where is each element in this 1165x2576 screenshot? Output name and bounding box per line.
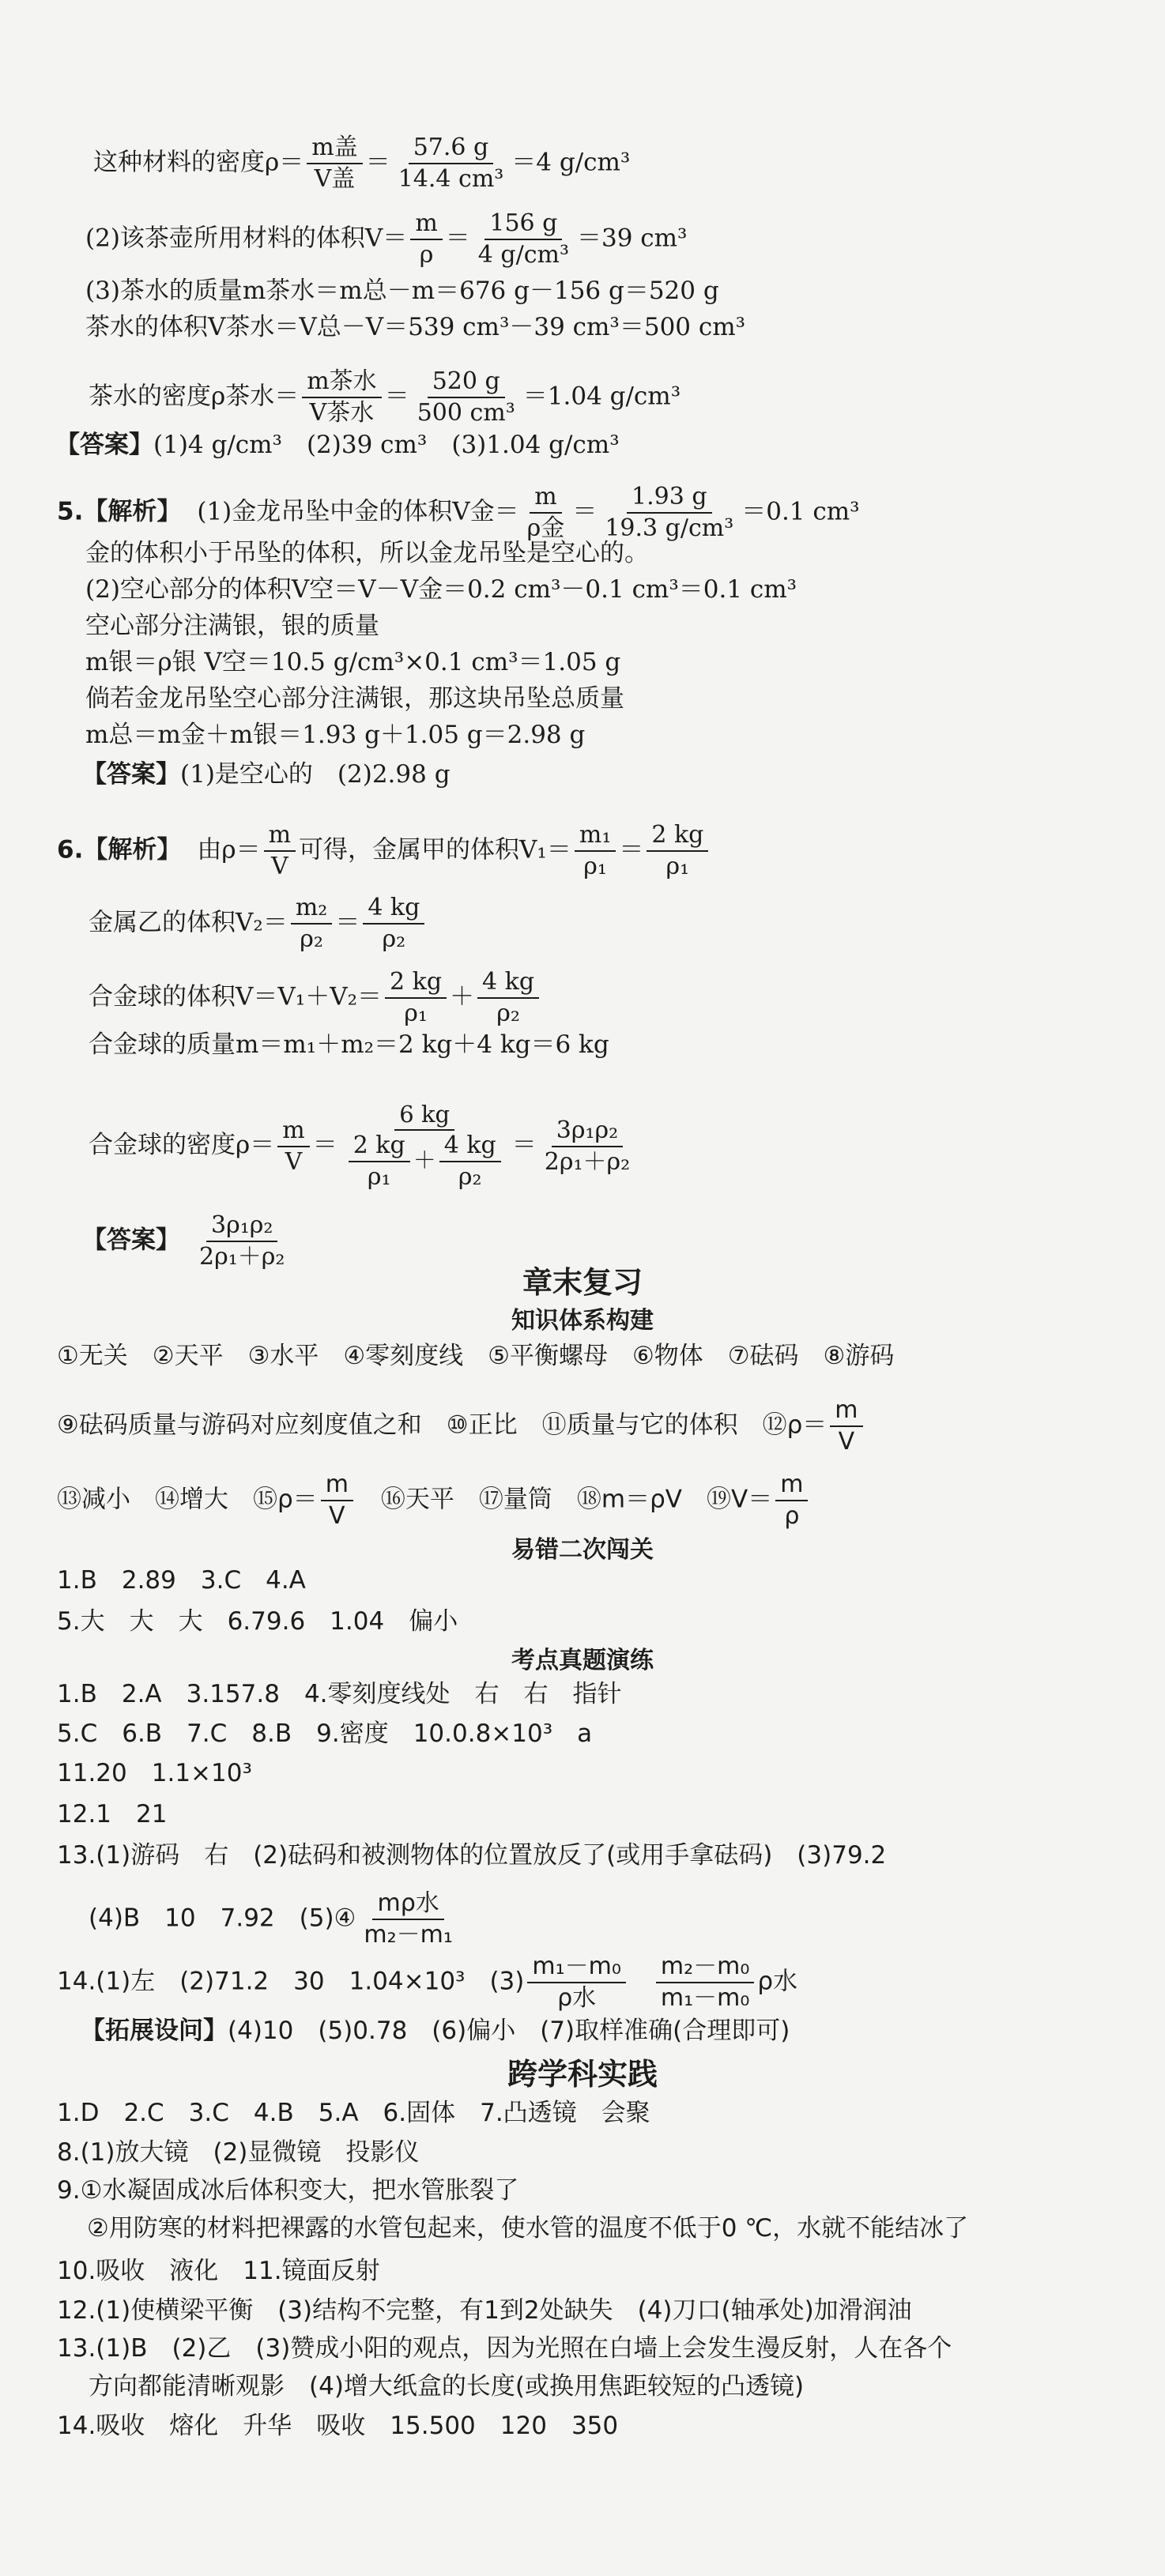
fraction — [522, 485, 570, 540]
numerator: 6 kg — [394, 1103, 454, 1131]
text: 由ρ＝ — [197, 835, 261, 864]
denominator: m₂－m₁ — [364, 1921, 453, 1949]
denominator: V — [838, 1428, 855, 1456]
denominator: ρ₁ — [367, 1163, 391, 1191]
numerator: m茶水 — [302, 370, 381, 398]
fraction — [363, 896, 424, 951]
sec4-line3: (3)茶水的质量m茶水＝m总－m＝676 g－156 g＝520 g — [85, 277, 719, 305]
numerator: 2 kg — [349, 1134, 410, 1162]
analysis-tag: 【解析】 — [83, 835, 182, 864]
sec6-line2 — [89, 896, 428, 951]
text: ＝ — [511, 1131, 537, 1159]
fraction — [600, 485, 738, 540]
denominator: V — [270, 853, 288, 880]
fraction — [277, 1116, 309, 1176]
fraction — [359, 1889, 458, 1949]
text: ＝39 cm³ — [576, 224, 688, 253]
numerator: m — [530, 485, 561, 514]
extension-line — [81, 2015, 790, 2047]
numerator: m盖 — [307, 136, 362, 164]
fraction — [473, 209, 574, 269]
knowledge-line1: ①无关 ②天平 ③水平 ④零刻度线 ⑤平衡螺母 ⑥物体 ⑦砝码 ⑧游码 — [57, 1342, 895, 1370]
numerator: 3ρ₁ρ₂ — [206, 1214, 277, 1242]
sec5-line7: m总＝m金＋m银＝1.93 g＋1.05 g＝2.98 g — [85, 721, 586, 749]
analysis-tag: 【解析】 — [83, 497, 182, 526]
fraction — [349, 1134, 410, 1189]
sec5-answer — [82, 759, 451, 790]
denominator: ρ₂ — [382, 925, 406, 953]
answer-tag: 【答案】 — [82, 1226, 180, 1255]
fraction — [394, 136, 509, 191]
denominator: ρ₂ — [458, 1163, 482, 1191]
answer-text: (1)4 g/cm³ (2)39 cm³ (3)1.04 g/cm³ — [153, 431, 620, 459]
numerator: m — [775, 1473, 808, 1501]
knowledge-line3 — [57, 1473, 811, 1528]
numerator: 1.93 g — [627, 485, 712, 514]
sec4-line4: 茶水的体积V茶水＝V总－V＝539 cm³－39 cm³＝500 cm³ — [85, 313, 746, 341]
fraction — [410, 209, 442, 269]
denominator: ρ₂ — [300, 925, 323, 953]
fraction — [439, 1134, 501, 1189]
denominator: ρ — [419, 241, 434, 269]
denominator: V — [329, 1502, 345, 1530]
fraction — [291, 896, 332, 951]
sec4-tea-density-line — [89, 367, 681, 427]
numerator: 4 kg — [363, 896, 424, 925]
chapter-review-title: 章末复习 — [522, 1265, 643, 1300]
text: (4)10 (5)0.78 (6)偏小 (7)取样准确(合理即可) — [228, 2017, 790, 2045]
text: ＝ — [335, 908, 360, 937]
numerator: 520 g — [428, 370, 505, 398]
denominator: ρ₂ — [496, 1000, 520, 1027]
sec5-line3: (2)空心部分的体积V空＝V－V金＝0.2 cm³－0.1 cm³＝0.1 cm³ — [85, 575, 797, 604]
cross-line9: 14.吸收 熔化 升华 吸收 15.500 120 350 — [57, 2412, 619, 2440]
knowledge-system-heading: 知识体系构建 — [511, 1307, 654, 1335]
numerator: 3ρ₁ρ₂ — [552, 1119, 623, 1147]
denominator: 14.4 cm³ — [398, 165, 504, 193]
denominator: 4 g/cm³ — [477, 241, 569, 269]
numerator: m₂－m₀ — [656, 1955, 755, 1983]
text: ＝ — [619, 835, 644, 864]
text: ＝ — [445, 224, 470, 253]
text: 这种材料的密度ρ＝ — [93, 148, 304, 177]
text: 可得，金属甲的体积V₁＝ — [299, 835, 571, 864]
numerator: 2 kg — [647, 823, 708, 852]
text: ＝0.1 cm³ — [741, 497, 860, 526]
text: 14.(1)左 (2)71.2 30 1.04×10³ (3) — [57, 1967, 525, 1996]
text: ＝1.04 g/cm³ — [522, 382, 681, 411]
denominator: V茶水 — [309, 399, 375, 427]
denominator: V盖 — [314, 165, 356, 193]
text: (1)金龙吊坠中金的体积V金＝ — [197, 497, 519, 526]
sec5-line2: 金的体积小于吊坠的体积，所以金龙吊坠是空心的。 — [85, 539, 649, 567]
exam-line1: 1.B 2.A 3.157.8 4.零刻度线处 右 右 指针 — [57, 1680, 622, 1708]
fraction — [413, 367, 520, 427]
cross-line3: 9.①水凝固成冰后体积变大，把水管胀裂了 — [57, 2176, 519, 2205]
exam-line3: 11.20 1.1×10³ — [57, 1759, 252, 1787]
fraction — [575, 823, 616, 879]
text: ＝ — [312, 1131, 337, 1159]
fraction — [540, 1116, 635, 1176]
sec5-line5: m银＝ρ银 V空＝10.5 g/cm³×0.1 cm³＝1.05 g — [85, 648, 621, 676]
error-line2: 5.大 大 大 6.79.6 1.04 偏小 — [57, 1607, 458, 1636]
fraction — [302, 367, 381, 427]
fraction — [321, 1473, 353, 1528]
denominator: ρ金 — [526, 514, 565, 542]
exam-line2: 5.C 6.B 7.C 8.B 9.密度 10.0.8×10³ a — [57, 1719, 593, 1748]
cross-line8: 方向都能清晰观影 (4)增大纸盒的长度(或换用焦距较短的凸透镜) — [89, 2372, 805, 2401]
fraction — [775, 1473, 808, 1528]
denominator: ρ₁ — [583, 853, 607, 880]
denominator: ρ水 — [557, 1984, 597, 2012]
sec6-line3 — [89, 970, 542, 1026]
sec4-density-line — [93, 136, 630, 191]
cross-line6: 12.(1)使横梁平衡 (3)结构不完整，有1到2处缺失 (4)刀口(轴承处)加滑润油 — [57, 2296, 912, 2325]
text: 茶水的密度ρ茶水＝ — [89, 382, 300, 411]
fraction — [385, 970, 447, 1026]
text: ＋ — [450, 982, 475, 1011]
fraction — [656, 1955, 755, 2010]
sec6-line4: 合金球的质量m＝m₁＋m₂＝2 kg＋4 kg＝6 kg — [89, 1030, 609, 1059]
numerator: 4 kg — [439, 1134, 501, 1162]
compound-fraction — [341, 1103, 509, 1189]
denominator: V — [285, 1147, 303, 1176]
numerator: m₁ — [575, 823, 616, 852]
cross-line7: 13.(1)B (2)乙 (3)赞成小阳的观点，因为光照在白墙上会发生漫反射，人在各个 — [57, 2334, 952, 2363]
sec5-line4: 空心部分注满银，银的质量 — [85, 612, 379, 640]
text: ＝ — [384, 382, 409, 411]
fraction — [307, 136, 362, 191]
numerator: m — [321, 1473, 353, 1501]
cross-line5: 10.吸收 液化 11.镜面反射 — [57, 2257, 380, 2285]
cross-discipline-title: 跨学科实践 — [507, 2057, 658, 2092]
denominator: m₁－m₀ — [660, 1984, 750, 2012]
text: (4)B 10 7.92 (5)④ — [89, 1904, 356, 1933]
text: ⑬减小 ⑭增大 ⑮ρ＝ — [57, 1485, 318, 1514]
answer-tag: 【答案】 — [55, 431, 153, 459]
numerator: m₁－m₀ — [527, 1955, 626, 1983]
denominator: 500 cm³ — [417, 399, 515, 427]
numerator: mρ水 — [372, 1892, 443, 1920]
error-review-heading: 易错二次闯关 — [511, 1536, 654, 1564]
denominator: 2ρ₁＋ρ₂ — [544, 1147, 631, 1176]
cross-line4: ②用防寒的材料把裸露的水管包起来，使水管的温度不低于0 ℃，水就不能结冰了 — [87, 2214, 969, 2243]
denominator — [341, 1131, 509, 1189]
sec6-line5 — [89, 1103, 638, 1189]
exam-line5: 13.(1)游码 右 (2)砝码和被测物体的位置放反了(或用手拿砝码) (3)79.2 — [57, 1841, 887, 1870]
extension-tag: 【拓展设问】 — [81, 2017, 228, 2045]
numerator: m — [410, 212, 442, 240]
text: ρ水 — [757, 1967, 798, 1996]
question-number: 6. — [57, 835, 84, 864]
text: ＝ — [365, 148, 390, 177]
cross-line2: 8.(1)放大镜 (2)显微镜 投影仪 — [57, 2138, 420, 2167]
numerator: m — [277, 1119, 309, 1147]
text: 合金球的体积V＝V₁＋V₂＝ — [89, 982, 383, 1011]
exam-practice-heading: 考点真题演练 — [511, 1647, 654, 1674]
text: ＝ — [572, 497, 598, 526]
error-line1: 1.B 2.89 3.C 4.A — [57, 1566, 306, 1595]
fraction — [527, 1955, 626, 2010]
denominator: 2ρ₁＋ρ₂ — [199, 1243, 285, 1271]
exam-line7 — [57, 1955, 797, 2010]
denominator: ρ₁ — [665, 853, 690, 880]
text: 合金球的密度ρ＝ — [89, 1131, 275, 1159]
exam-line6 — [89, 1889, 461, 1949]
denominator: ρ — [784, 1502, 800, 1530]
sec5-line1 — [57, 485, 860, 540]
fraction — [264, 823, 296, 879]
numerator: 2 kg — [385, 970, 447, 999]
numerator: 156 g — [484, 212, 562, 240]
knowledge-line2 — [57, 1396, 866, 1456]
numerator: m — [830, 1399, 862, 1427]
sec4-answer — [55, 429, 620, 461]
numerator: 57.6 g — [409, 136, 494, 164]
cross-line1: 1.D 2.C 3.C 4.B 5.A 6.固体 7.凸透镜 会聚 — [57, 2099, 650, 2127]
text: (2)该茶壶所用材料的体积V＝ — [85, 224, 408, 253]
numerator: m — [264, 823, 296, 852]
text: ⑨砝码质量与游码对应刻度值之和 ⑩正比 ⑪质量与它的体积 ⑫ρ＝ — [57, 1410, 828, 1440]
text: ＋ — [413, 1147, 436, 1173]
sec6-line1 — [57, 823, 711, 879]
fraction — [647, 823, 708, 879]
denominator: 19.3 g/cm³ — [605, 514, 734, 542]
text: ＝4 g/cm³ — [511, 148, 631, 177]
exam-line4: 12.1 21 — [57, 1800, 168, 1828]
answer-tag: 【答案】 — [82, 760, 180, 789]
text: 金属乙的体积V₂＝ — [89, 908, 288, 937]
question-number: 5. — [57, 497, 84, 526]
answer-text: (1)是空心的 (2)2.98 g — [180, 760, 451, 789]
numerator: m₂ — [291, 896, 332, 925]
fraction — [830, 1396, 862, 1456]
sec5-line6: 倘若金龙吊坠空心部分注满银，那这块吊坠总质量 — [85, 684, 624, 713]
numerator: 4 kg — [477, 970, 539, 999]
sec4-volume-line — [85, 209, 688, 269]
fraction — [477, 970, 539, 1026]
text: ⑯天平 ⑰量筒 ⑱m＝ρV ⑲V＝ — [356, 1485, 773, 1514]
denominator: ρ₁ — [404, 1000, 428, 1027]
